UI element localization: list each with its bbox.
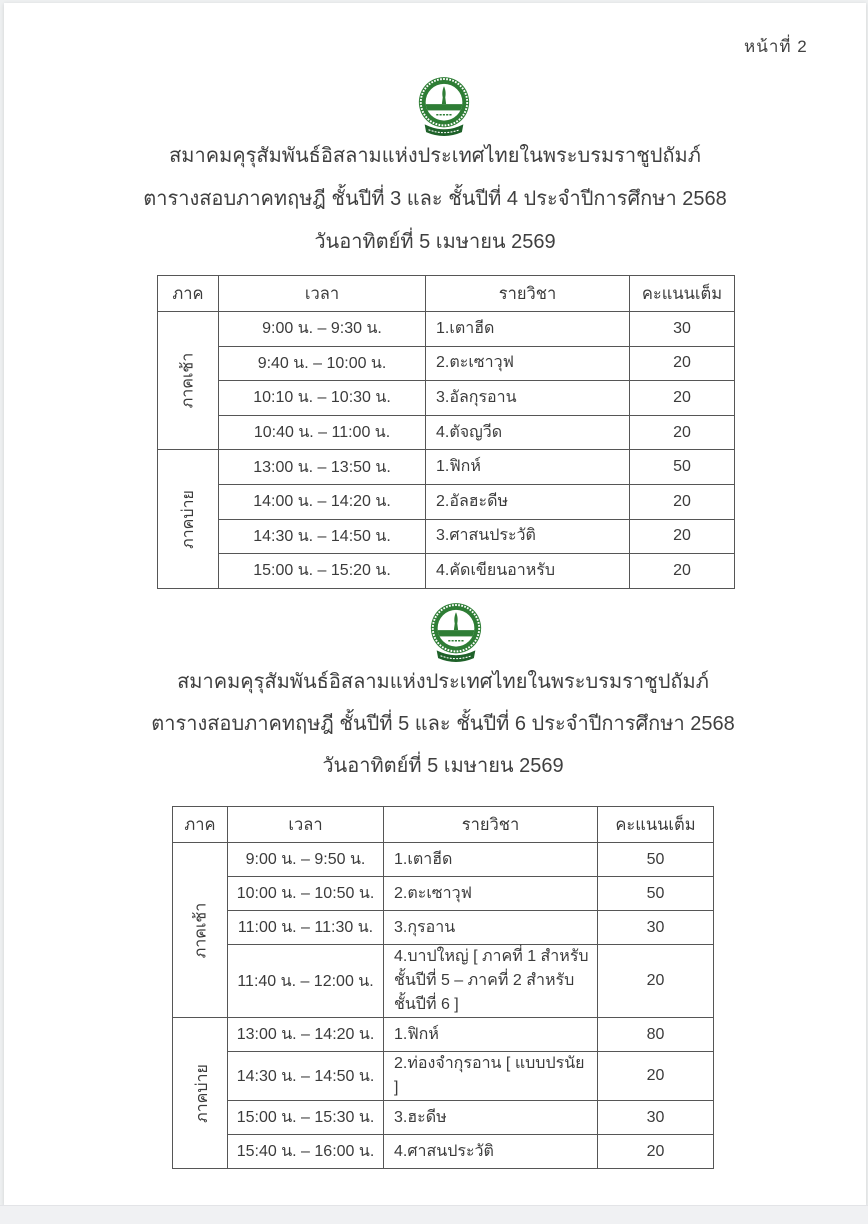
association-emblem-logo: [415, 75, 473, 141]
subject-cell: 1.เตาฮีด: [384, 843, 598, 877]
score-cell: 20: [630, 519, 735, 554]
table-row: [173, 1135, 714, 1169]
table-row: [173, 1018, 714, 1052]
schedule-subtitle: ตารางสอบภาคทฤษฎี ชั้นปีที่ 5 และ ชั้นปีที่ 6 ประจำปีการศึกษา 2568: [151, 713, 735, 735]
time-cell: 9:00 น. – 9:50 น.: [228, 843, 384, 877]
score-cell: 20: [630, 554, 735, 589]
session-cell-morning: [173, 843, 228, 1018]
subject-cell: 1.เตาฮีด: [426, 312, 630, 347]
subject-cell: 4.คัดเขียนอาหรับ: [426, 554, 630, 589]
session-label: ภาคเช้า: [179, 352, 197, 409]
table-row: [173, 843, 714, 877]
table-row: [173, 945, 714, 1018]
time-cell: 15:00 น. – 15:20 น.: [219, 554, 426, 589]
session-label: ภาคบ่าย: [179, 489, 197, 549]
col-header-score: คะแนนเต็ม: [630, 276, 735, 312]
association-emblem-logo: [427, 601, 485, 667]
subject-cell: 3.อัลกุรอาน: [426, 381, 630, 416]
score-cell: 20: [630, 484, 735, 519]
col-header-session: ภาค: [158, 276, 219, 312]
table-row: [158, 484, 735, 519]
time-cell: 11:40 น. – 12:00 น.: [228, 945, 384, 1018]
time-cell: 14:30 น. – 14:50 น.: [219, 519, 426, 554]
table-row: [158, 415, 735, 450]
table-row: [173, 877, 714, 911]
subject-cell: 4.ตัจญวีด: [426, 415, 630, 450]
page-bottom-edge: [0, 1205, 868, 1224]
time-cell: 9:00 น. – 9:30 น.: [219, 312, 426, 347]
col-header-session: ภาค: [173, 807, 228, 843]
session-label: ภาคบ่าย: [193, 1063, 211, 1123]
score-cell: 50: [630, 450, 735, 485]
table-row: [173, 911, 714, 945]
table-row: [158, 450, 735, 485]
exam-date: วันอาทิตย์ที่ 5 เมษายน 2569: [322, 755, 564, 777]
score-cell: 80: [598, 1018, 714, 1052]
subject-cell: 2.อัลฮะดีษ: [426, 484, 630, 519]
score-cell: 20: [630, 381, 735, 416]
score-cell: 20: [598, 945, 714, 1018]
time-cell: 10:00 น. – 10:50 น.: [228, 877, 384, 911]
subject-cell: 2.ตะเซาวุฟ: [384, 877, 598, 911]
schedule-subtitle: ตารางสอบภาคทฤษฎี ชั้นปีที่ 3 และ ชั้นปีที่ 4 ประจำปีการศึกษา 2568: [143, 188, 727, 210]
score-cell: 20: [598, 1052, 714, 1101]
table-header-row: [158, 276, 735, 312]
session-cell-morning: [158, 312, 219, 450]
subject-cell: 3.กุรอาน: [384, 911, 598, 945]
subject-cell: 1.ฟิกห์: [426, 450, 630, 485]
table-row: [173, 1052, 714, 1101]
exam-date: วันอาทิตย์ที่ 5 เมษายน 2569: [314, 231, 556, 253]
exam-table-year3-4: [157, 275, 735, 589]
subject-cell: 3.ฮะดีษ: [384, 1101, 598, 1135]
subject-cell: 2.ท่องจำกุรอาน [ แบบปรนัย ]: [384, 1052, 598, 1101]
time-cell: 13:00 น. – 13:50 น.: [219, 450, 426, 485]
exam-table-year5-6: [172, 806, 714, 1169]
subject-cell: 2.ตะเซาวุฟ: [426, 346, 630, 381]
table-row: [158, 381, 735, 416]
subject-cell: 4.บาปใหญ่ [ ภาคที่ 1 สำหรับชั้นปีที่ 5 – ภาคที่ 2 สำหรับชั้นปีที่ 6 ]: [384, 945, 598, 1018]
time-cell: 9:40 น. – 10:00 น.: [219, 346, 426, 381]
score-cell: 50: [598, 843, 714, 877]
table-header-row: [173, 807, 714, 843]
subject-cell: 3.ศาสนประวัติ: [426, 519, 630, 554]
time-cell: 11:00 น. – 11:30 น.: [228, 911, 384, 945]
table-row: [158, 346, 735, 381]
table-row: [173, 1101, 714, 1135]
table-row: [158, 554, 735, 589]
score-cell: 30: [598, 1101, 714, 1135]
time-cell: 10:40 น. – 11:00 น.: [219, 415, 426, 450]
section1-header: [4, 135, 866, 264]
time-cell: 14:00 น. – 14:20 น.: [219, 484, 426, 519]
col-header-time: เวลา: [219, 276, 426, 312]
time-cell: 15:00 น. – 15:30 น.: [228, 1101, 384, 1135]
time-cell: 13:00 น. – 14:20 น.: [228, 1018, 384, 1052]
subject-cell: 4.ศาสนประวัติ: [384, 1135, 598, 1169]
score-cell: 30: [598, 911, 714, 945]
table-row: [158, 312, 735, 347]
time-cell: 14:30 น. – 14:50 น.: [228, 1052, 384, 1101]
score-cell: 50: [598, 877, 714, 911]
col-header-subject: รายวิชา: [384, 807, 598, 843]
session-label: ภาคเช้า: [192, 902, 210, 958]
document-page: [4, 3, 866, 1205]
score-cell: 20: [630, 415, 735, 450]
score-cell: 20: [630, 346, 735, 381]
org-title: สมาคมคุรุสัมพันธ์อิสลามแห่งประเทศไทยในพระบรมราชูปถัมภ์: [177, 671, 709, 693]
col-header-time: เวลา: [228, 807, 384, 843]
time-cell: 15:40 น. – 16:00 น.: [228, 1135, 384, 1169]
score-cell: 30: [630, 312, 735, 347]
session-cell-afternoon: [158, 450, 219, 588]
section2-header: [4, 661, 866, 787]
col-header-score: คะแนนเต็ม: [598, 807, 714, 843]
page-number: หน้าที่ 2: [744, 37, 808, 56]
score-cell: 20: [598, 1135, 714, 1169]
time-cell: 10:10 น. – 10:30 น.: [219, 381, 426, 416]
subject-cell: 1.ฟิกห์: [384, 1018, 598, 1052]
col-header-subject: รายวิชา: [426, 276, 630, 312]
session-cell-afternoon: [173, 1018, 228, 1169]
org-title: สมาคมคุรุสัมพันธ์อิสลามแห่งประเทศไทยในพระบรมราชูปถัมภ์: [169, 145, 701, 167]
table-row: [158, 519, 735, 554]
